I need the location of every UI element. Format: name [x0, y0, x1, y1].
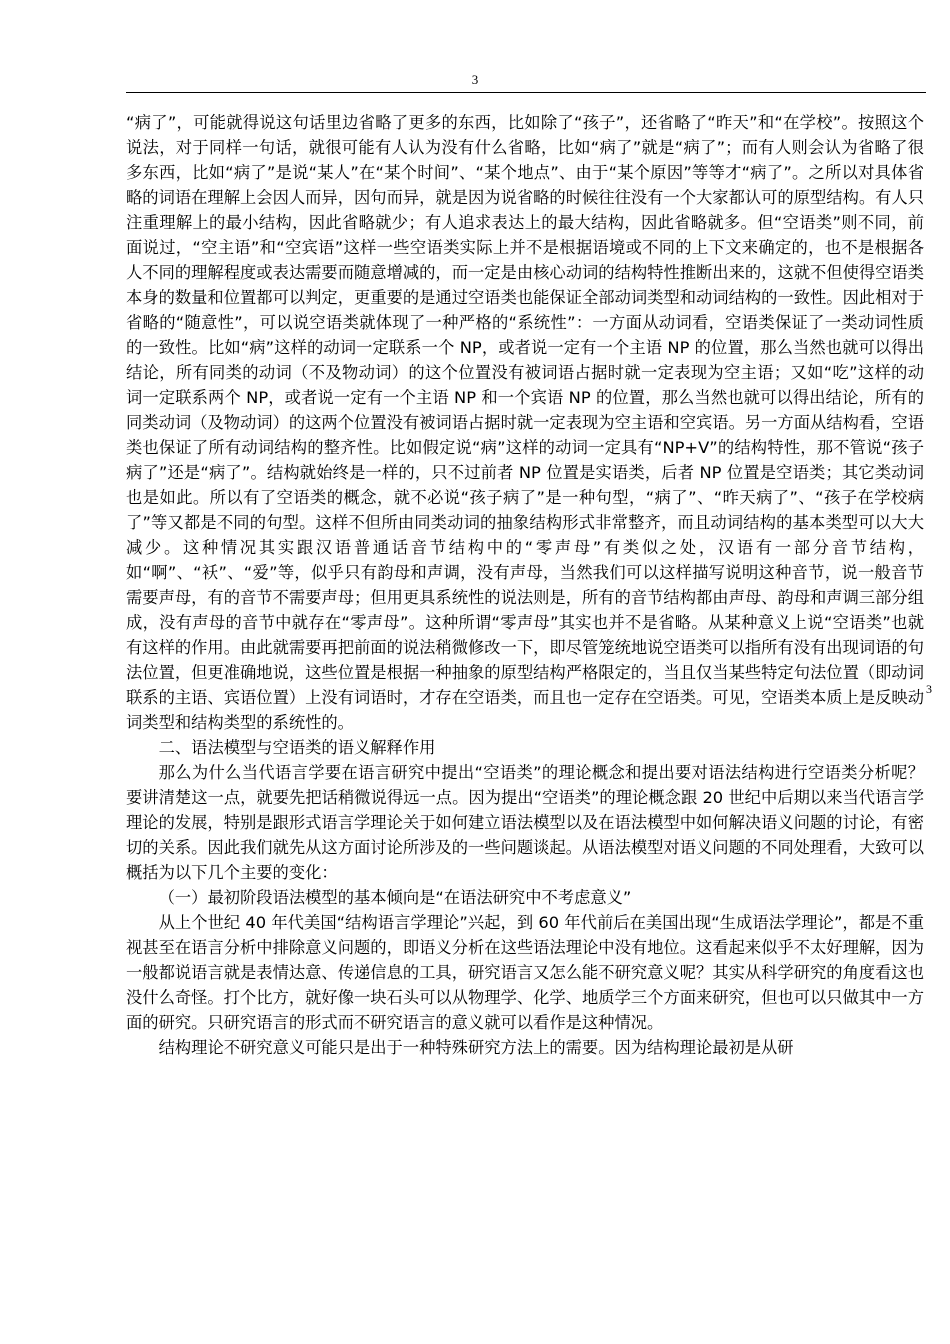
paragraph: 那么为什么当代语言学要在语言研究中提出“空语类”的理论概念和提出要对语法结构进行空语类分析呢？要讲清楚这一点，就要先把话稍微说得远一点。因为提出“空语类”的理论概念跟 20 世纪中后期以来当代语言学理论的发展，特别是跟形式语言学理论关于如何建立语法模型以及在语法模型中如何解决语义问题的讨论，有密切的关系。因此我们就先从这方面讨论所涉及的一些问题谈起。从语法模型对语义问题的不同处理看，大致可以概括为以下几个主要的变化：	[126, 763, 924, 882]
subsection-heading: （一）最初阶段语法模型的基本倾向是“在语法研究中不考虑意义”	[158, 888, 632, 907]
section-heading: 二、语法模型与空语类的语义解释作用	[158, 738, 436, 757]
paragraph: 结构理论不研究意义可能只是出于一种特殊研究方法上的需要。因为结构理论最初是从研	[158, 1038, 794, 1057]
margin-page-mark: 3	[926, 682, 932, 696]
page-number: 3	[471, 72, 479, 87]
header-rule	[126, 92, 926, 93]
paragraph-continuation: “病了”，可能就得说这句话里边省略了更多的东西，比如除了“孩子”，还省略了“昨天”和“在学校”。按照这个说法，对于同样一句话，就很可能有人认为没有什么省略，比如“病了”就是“病了”；而有人则会认为省略了很多东西，比如“病了”是说“某人”在“某个时间”、“某个地点”、由于“某个原因”等等才“病了”。之所以对具体省略的词语在理解上会因人而异，因句而异，就是因为说省略的时候往往没有一个大家都认可的原型结构。有人只注重理解上的最小结构，因此省略就少；有人追求表达上的最大结构，因此省略就多。但“空语类”则不同，前面说过，“空主语”和“空宾语”这样一些空语类实际上并不是根据语境或不同的上下文来确定的，也不是根据各人不同的理解程度或表达需要而随意增减的，而一定是由核心动词的结构特性推断出来的，这就不但使得空语类本身的数量和位置都可以判定，更重要的是通过空语类也能保证全部动词类型和动词结构的一致性。因此相对于省略的“随意性”，可以说空语类就体现了一种严格的“系统性”：一方面从动词看，空语类保证了一类动词性质的一致性。比如“病”这样的动词一定联系一个 NP，或者说一定有一个主语 NP 的位置，那么当然也就可以得出结论，所有同类的动词（不及物动词）的这个位置没有被词语占据时就一定表现为空主语；又如“吃”这样的动词一定联系两个 NP，或者说一定有一个主语 NP 和一个宾语 NP 的位置，那么当然也就可以得出结论，所有的同类动词（及物动词）的这两个位置没有被词语占据时就一定表现为空主语和空宾语。另一方面从结构看，空语类也保证了所有动词结构的整齐性。比如假定说“病”这样的动词一定具有“NP+V”的结构特性，那不管说“孩子病了”还是“病了”。结构就始终是一样的，只不过前者 NP 位置是实语类，后者 NP 位置是空语类；其它类动词也是如此。所以有了空语类的概念，就不必说“孩子病了”是一种句型，“病了”、“昨天病了”、“孩子在学校病了”等又都是不同的句型。这样不但所由同类动词的抽象结构形式非常整齐，而且动词结构的基本类型可以大大减少。这种情况其实跟汉语普通话音节结构中的“零声母”有类似之处，汉语有一部分音节结构，如“啊”、“袄”、“爱”等，似乎只有韵母和声调，没有声母，当然我们可以这样描写说明这种音节，说一般音节需要声母，有的音节不需要声母；但用更具系统性的说法则是，所有的音节结构都由声母、韵母和声调三部分组成，没有声母的音节中就存在“零声母”。这种所谓“零声母”其实也并不是省略。从某种意义上说“空语类”也就有这样的作用。由此就需要再把前面的说法稍微修改一下，即尽管笼统地说空语类可以指所有没有出现词语的句法位置，但更准确地说，这些位置是根据一种抽象的原型结构严格限定的，当且仅当某些特定句法位置（即动词联系的主语、宾语位置）上没有词语时，才存在空语类，而且也一定存在空语类。可见，空语类本质上是反映动词类型和结构类型的系统性的。	[126, 113, 924, 732]
body-text	[126, 110, 924, 1060]
paragraph: 从上个世纪 40 年代美国“结构语言学理论”兴起，到 60 年代前后在美国出现“生成语法学理论”，都是不重视甚至在语言分析中排除意义问题的，即语义分析在这些语法理论中没有地位。这看起来似乎不太好理解，因为一般都说语言就是表情达意、传递信息的工具，研究语言又怎么能不研究意义呢？其实从科学研究的角度看这也没什么奇怪。打个比方，就好像一块石头可以从物理学、化学、地质学三个方面来研究，但也可以只做其中一方面的研究。只研究语言的形式而不研究语言的意义就可以看作是这种情况。	[126, 913, 924, 1032]
